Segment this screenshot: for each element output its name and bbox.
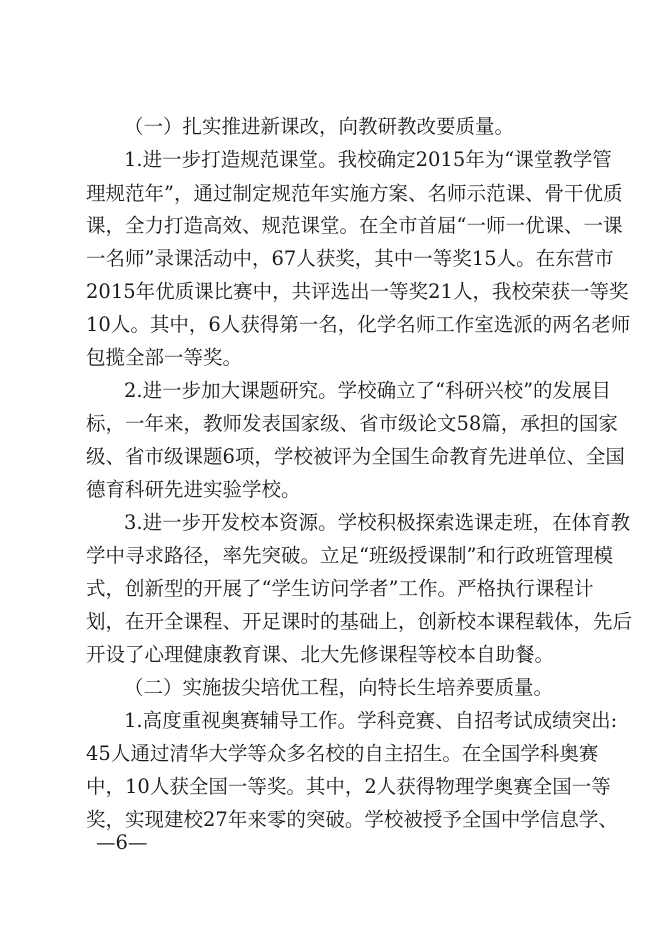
paragraph-4-line: 45人通过清华大学等众多名校的自主招生。在全国学科奥赛	[86, 742, 599, 765]
paragraph-1-line: 1.进一步打造规范课堂。我校确定2015年为“课堂教学管	[124, 148, 612, 171]
paragraph-3-line: 划，在开全课程、开足课时的基础上，创新校本课程载体，先后	[86, 610, 633, 633]
section-heading-2: （二）实施拔尖培优工程，向特长生培养要质量。	[124, 676, 554, 699]
paragraph-1-line: 2015年优质课比赛中，共评选出一等奖21人，我校荣获一等奖	[86, 280, 629, 303]
paragraph-4-line: 1.高度重视奥赛辅导工作。学科竞赛、自招考试成绩突出:	[124, 709, 618, 732]
page-number: —6—	[96, 831, 148, 854]
paragraph-4-line: 奖，实现建校27年来零的突破。学校被授予全国中学信息学、	[86, 808, 618, 831]
paragraph-2-line: 标，一年来，教师发表国家级、省市级论文58篇，承担的国家	[86, 412, 618, 435]
paragraph-3-line: 开设了心理健康教育课、北大先修课程等校本自助餐。	[86, 643, 555, 666]
paragraph-1-line: 10人。其中，6人获得第一名，化学名师工作室选派的两名老师	[86, 313, 631, 336]
paragraph-2-line: 2.进一步加大课题研究。学校确立了“科研兴校”的发展目	[124, 379, 612, 402]
paragraph-2-line: 德育科研先进实验学校。	[86, 478, 301, 501]
paragraph-2-line: 级、省市级课题6项，学校被评为全国生命教育先进单位、全国	[86, 445, 625, 468]
paragraph-1-line: 理规范年”，通过制定规范年实施方案、名师示范课、骨干优质	[86, 182, 623, 205]
paragraph-3-line: 式，创新型的开展了“学生访问学者”工作。严格执行课程计	[86, 577, 594, 600]
paragraph-3-line: 3.进一步开发校本资源。学校积极探索选课走班，在体育教	[124, 511, 631, 534]
section-heading-1: （一）扎实推进新课改，向教研教改要质量。	[124, 115, 515, 138]
paragraph-1-line: 包揽全部一等奖。	[86, 346, 243, 369]
paragraph-4-line: 中，10人获全国一等奖。其中，2人获得物理学奥赛全国一等	[86, 775, 611, 798]
paragraph-3-line: 学中寻求路径，率先突破。立足“班级授课制”和行政班管理模	[86, 544, 613, 567]
paragraph-1-line: 一名师”录课活动中，67人获奖，其中一等奖15人。在东营市	[86, 247, 614, 270]
paragraph-1-line: 课，全力打造高效、规范课堂。在全市首届“一师一优课、一课	[86, 214, 623, 237]
